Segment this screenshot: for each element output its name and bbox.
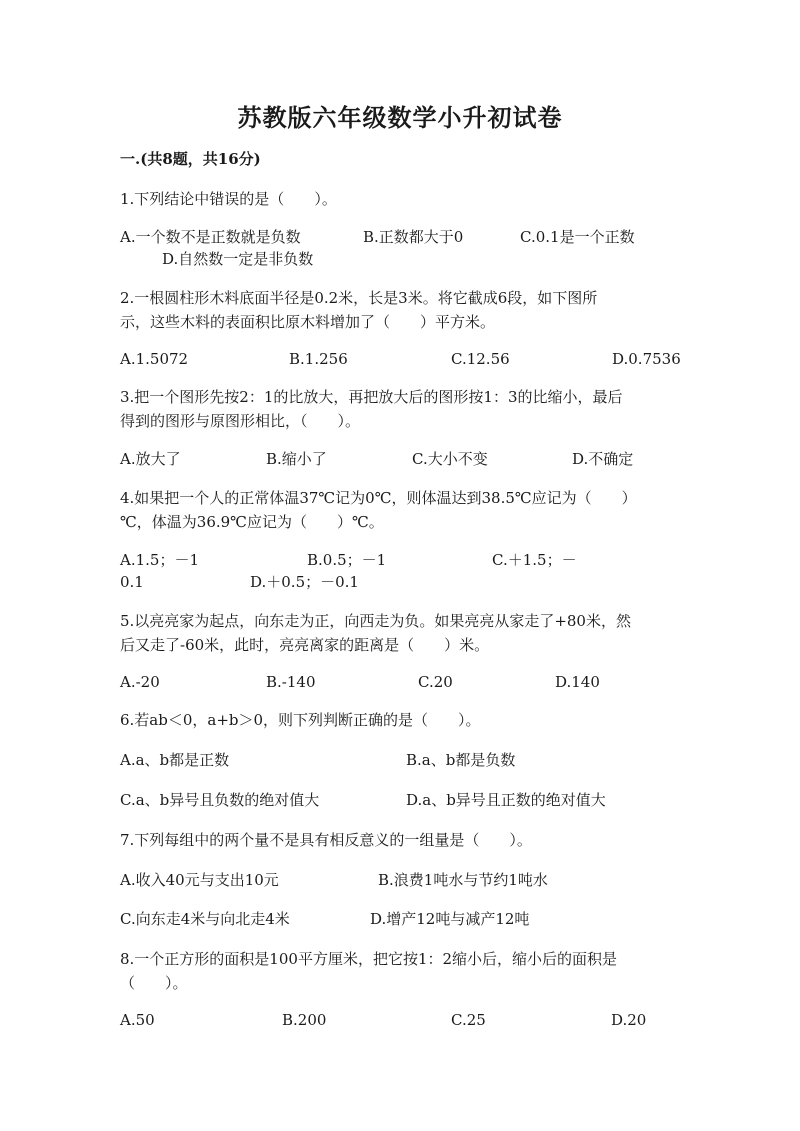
question-line: ℃，体温为36.9℃应记为（ ）℃。 — [120, 513, 384, 531]
question-8-text — [120, 947, 680, 995]
question-line: 6.若ab＜0，a+b＞0，则下列判断正确的是（ ）。 — [120, 711, 481, 729]
question-line: 3.把一个图形先按2：1的比放大，再把放大后的图形按1：3的比缩小，最后 — [120, 388, 623, 406]
question-4-option-a: A.1.5；－1 — [120, 551, 199, 569]
question-8-option-c: C.25 — [451, 1011, 486, 1029]
question-3-option-c: C.大小不变 — [412, 450, 488, 468]
question-1-option-c: C.0.1是一个正数 — [520, 228, 635, 246]
question-5-option-a: A.-20 — [120, 673, 160, 691]
question-6-text — [120, 708, 680, 732]
question-8-option-b: B.200 — [282, 1011, 327, 1029]
section-heading: 一.(共8题，共16分) — [120, 150, 261, 168]
question-line: 示，这些木料的表面积比原木料增加了（ ）平方米。 — [120, 313, 496, 331]
question-7-option-d: D.增产12吨与减产12吨 — [370, 910, 530, 928]
question-line: 2.一根圆柱形木料底面半径是0.2米，长是3米。将它截成6段，如下图所 — [120, 289, 598, 307]
question-5-option-c: C.20 — [418, 673, 453, 691]
question-2-option-b: B.1.256 — [289, 350, 348, 368]
question-1-option-b: B.正数都大于0 — [363, 228, 464, 246]
question-2-text — [120, 286, 680, 334]
question-1-text — [120, 187, 680, 211]
question-7-option-a: A.收入40元与支出10元 — [120, 871, 279, 889]
question-8-option-a: A.50 — [120, 1011, 155, 1029]
question-2-option-d: D.0.7536 — [612, 350, 681, 368]
question-7-text — [120, 828, 680, 852]
question-6-option-a: A.a、b都是正数 — [120, 751, 230, 769]
question-6-option-b: B.a、b都是负数 — [406, 751, 516, 769]
question-5-option-b: B.-140 — [266, 673, 316, 691]
question-7-option-b: B.浪费1吨水与节约1吨水 — [378, 871, 548, 889]
question-6-option-c: C.a、b异号且负数的绝对值大 — [120, 791, 320, 809]
question-3-option-a: A.放大了 — [120, 450, 181, 468]
question-3-option-d: D.不确定 — [572, 450, 634, 468]
question-5-option-d: D.140 — [555, 673, 600, 691]
question-line: 7.下列每组中的两个量不是具有相反意义的一组量是（ ）。 — [120, 831, 532, 849]
question-4-option-c: C.＋1.5；－ — [492, 551, 577, 569]
question-1-option-a: A.一个数不是正数就是负数 — [120, 228, 301, 246]
question-line: 1.下列结论中错误的是（ ）。 — [120, 190, 337, 208]
question-3-text — [120, 385, 680, 433]
question-line: 后又走了-60米，此时，亮亮离家的距离是（ ）米。 — [120, 636, 490, 654]
question-line: （ ）。 — [120, 974, 188, 992]
question-3-option-b: B.缩小了 — [266, 450, 327, 468]
question-8-option-d: D.20 — [611, 1011, 647, 1029]
question-4-option-c-continued: 0.1 — [120, 573, 144, 591]
question-4-option-b: B.0.5；－1 — [307, 551, 387, 569]
question-line: 4.如果把一个人的正常体温37℃记为0℃，则体温达到38.5℃应记为（ ） — [120, 489, 637, 507]
question-2-option-a: A.1.5072 — [120, 350, 189, 368]
question-line: 8.一个正方形的面积是100平方厘米，把它按1：2缩小后，缩小后的面积是 — [120, 950, 618, 968]
question-6-option-d: D.a、b异号且正数的绝对值大 — [406, 791, 606, 809]
question-4-text — [120, 486, 680, 534]
question-2-option-c: C.12.56 — [451, 350, 510, 368]
question-4-option-d: D.＋0.5；－0.1 — [250, 573, 359, 591]
page-title: 苏教版六年级数学小升初试卷 — [237, 103, 563, 132]
question-1-option-d: D.自然数一定是非负数 — [162, 250, 314, 268]
question-line: 得到的图形与原图形相比，（ ）。 — [120, 412, 361, 430]
question-7-option-c: C.向东走4米与向北走4米 — [120, 910, 290, 928]
question-5-text — [120, 609, 680, 657]
question-line: 5.以亮亮家为起点，向东走为正，向西走为负。如果亮亮从家走了+80米，然 — [120, 612, 631, 630]
